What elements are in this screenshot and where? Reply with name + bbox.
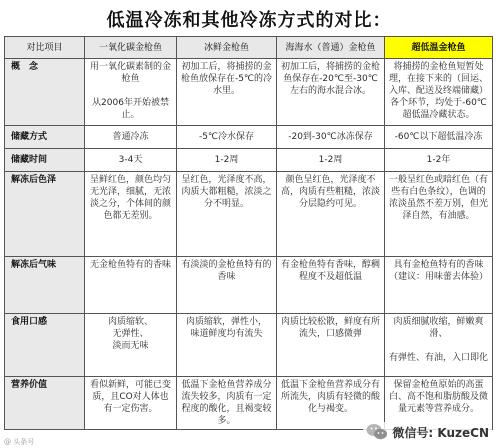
table-cell: [177, 172, 277, 257]
cell-text: 将捕捞的金枪鱼短暂处理，在接下来的（回运、入库、配送及终端储藏）各个环节，均处于-60℃超低温冷藏状态。: [388, 62, 488, 120]
cell-text: 肉质缩软，弹性小， 味道鲜度均有流失: [185, 317, 267, 339]
table-row-storage-method: [5, 126, 493, 149]
table-cell: [277, 257, 385, 314]
row-label: 概 念: [5, 59, 85, 126]
table-cell: [385, 59, 493, 126]
header-cell-chilled-tuna: 冰鲜金枪鱼: [177, 37, 277, 59]
table-cell: [177, 377, 277, 430]
table-cell: [85, 257, 177, 314]
cell-text: 保留金枪鱼原始的高蛋白、高不饱和脂肪酸及微量元素等营养成分。: [388, 380, 488, 414]
table-row-thawed-smell: [5, 257, 493, 314]
table-row-mouthfeel: [5, 314, 493, 377]
table-cell: [385, 257, 493, 314]
row-label: 食用口感: [5, 314, 85, 377]
table-cell: [177, 59, 277, 126]
wechat-watermark: [363, 422, 492, 442]
header-cell-ultra-low-temp-tuna: 超低温金枪鱼: [385, 37, 493, 59]
table-cell: -60℃以下超低温冷冻: [385, 126, 493, 149]
cell-text: 呈红色，光泽度不高，肉质大都粗糙，浓淡之分不明显。: [181, 175, 272, 209]
cell-text: 肉质缩软、 无弹性、 淡而无味: [107, 317, 153, 351]
cell-text: 有金枪鱼特有香味，醇稠程度不及超低温: [280, 260, 380, 282]
cell-text: 肉质比较松散，鲜度有所流失，口感微弹: [280, 317, 380, 339]
cell-text: 低温下金枪鱼营养成分有所流失，肉质有轻微的酸化与褐变。: [280, 380, 380, 414]
table-cell: -5℃冷水保存: [177, 126, 277, 149]
table-cell: [177, 314, 277, 377]
cell-text: 颜色呈红色，光泽度不高，肉质有些粗糙，浓淡分层隐约可见。: [280, 175, 380, 209]
cell-text: 呈鲜红色，颜色均匀无光泽，细腻，无浓淡之分，个体间的颜色都无差别。: [89, 175, 171, 221]
table-header-row: [5, 37, 493, 59]
comparison-table: [4, 36, 493, 430]
cell-text: 一般呈红色或暗红色（有些有白色条纹），色调的浓淡虽然不差万别，但光泽自然，有油感。: [388, 175, 488, 221]
row-label: 储藏时间: [5, 149, 85, 172]
table-cell: 3-4天: [85, 149, 177, 172]
row-label: 解冻后气味: [5, 257, 85, 314]
wechat-icon: [366, 423, 388, 441]
table-cell: [385, 172, 493, 257]
table-cell: 普通冷冻: [85, 126, 177, 149]
header-cell-item: 对比项目: [5, 37, 85, 59]
cell-text: 用一氧化碳素制的金枪鱼 从2006年开始被禁止。: [89, 62, 171, 120]
table-cell: [85, 377, 177, 430]
cell-text: 无金枪鱼特有的香味: [89, 260, 171, 270]
table-cell: 1-2周: [177, 149, 277, 172]
table-cell: [177, 257, 277, 314]
table-row-storage-time: [5, 149, 493, 172]
cell-text: 有淡淡的金枪鱼特有的香味: [181, 260, 272, 282]
row-label: 储藏方式: [5, 126, 85, 149]
table-cell: [385, 314, 493, 377]
table-cell: -20到-30℃冰冻保存: [277, 126, 385, 149]
cell-text: 肉质细腻收缩，鲜嫩爽滑、 有弹性、有油，入口即化: [388, 317, 488, 363]
table-cell: [277, 172, 385, 257]
cell-text: 初加工后，将捕捞的金枪鱼保存在-20℃至-30℃左右的海水混合冰。: [280, 62, 380, 96]
cell-text: 初加工后，将捕捞的金枪鱼放保存在-5℃的冷水里。: [180, 62, 273, 96]
table-cell: [277, 59, 385, 126]
watermark-text: 微信号: KuzeCN: [392, 425, 489, 440]
row-label: 营养价值: [5, 377, 85, 430]
table-row-thawed-color: [5, 172, 493, 257]
page-title: 低温冷冻和其他冷冻方式的对比：: [106, 10, 392, 31]
table-row-concept: [5, 59, 493, 126]
table-cell: [85, 172, 177, 257]
cell-text: 低温下金枪鱼营养成分流失较多，肉质有一定程度的酸化，且褐变较多。: [181, 380, 272, 426]
table-cell: 1-2年: [385, 149, 493, 172]
cell-text: 具有金枪鱼特有的香味（建议：用味蕾去体验）: [388, 260, 488, 282]
table-cell: [85, 314, 177, 377]
table-cell: [277, 314, 385, 377]
cell-text: 看似新鲜，可能已变质，且CO对人体也有一定伤害。: [89, 380, 171, 414]
header-cell-co-tuna: 一氧化碳金枪鱼: [85, 37, 177, 59]
table-cell: 1-2周: [277, 149, 385, 172]
row-label: 解冻后色泽: [5, 172, 85, 257]
header-cell-seawater-tuna: 海海水（普通）金枪鱼: [277, 37, 385, 59]
source-caption: @ 头条号: [4, 438, 35, 446]
table-cell: [85, 59, 177, 126]
